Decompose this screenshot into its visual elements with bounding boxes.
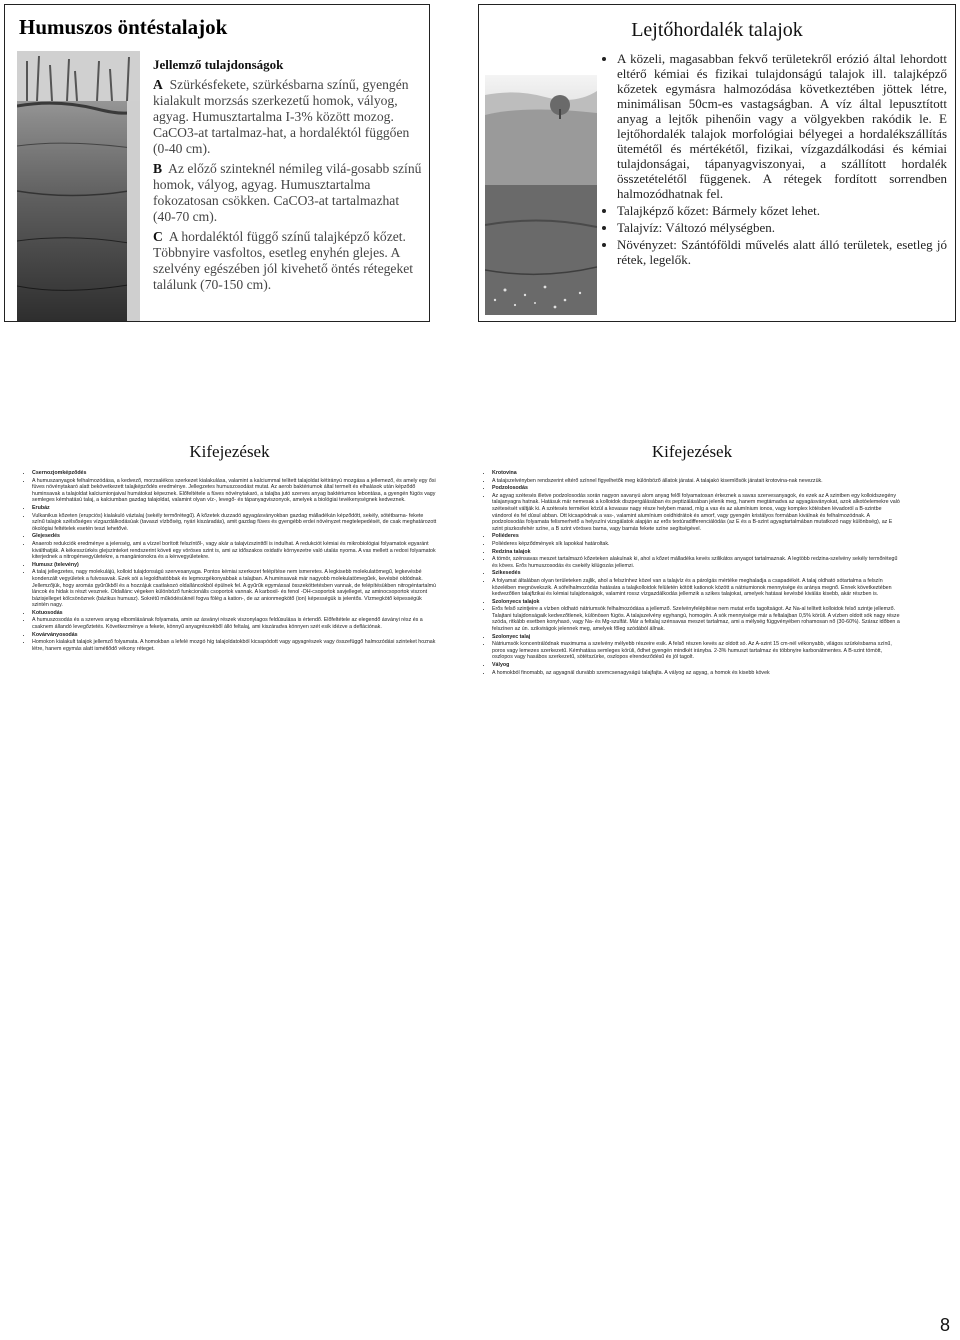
- bullet-item: • Talajvíz: Változó mélységben.: [617, 220, 947, 235]
- glossary-definition: • Vulkanikus kőzeten (erupciós) kialakuló váztalaj (sekély termőrétegű). A kőzetek duzzadó agyagásványokban gazdag málladékán képződött, sekély, sötétbarna- fekete színű talajok szélsőséges vízgazdálkodásúak (tavaszi vízbőség, nyári kiszáradás), amit gazdag füves és gyengébb erdei növényzet megtelepedését, de csak meghatározott ökológiai feltételek esetén teszi lehetővé.: [32, 513, 437, 533]
- horizon-label: C: [153, 229, 163, 244]
- glossary-term: • Podzolosodás: [492, 485, 902, 492]
- slide-lejtohordalek-talajok: [478, 4, 956, 322]
- glossary-definition: • Erős felső szintjeire a vízben oldható nátriumsók felhalmozódása a jellemző. Szelvényfelépítése nem mutat erős tagoltságot. Az Na-al telített kolloidok felső szintje jellemző. Talajtani tulajdonságaik kedvezőtlenek, különösen fügös. A talajszelvény egyhangú, homogén. A sók mennyisége már a feltalajban 0,5% körüli. A vízben oldott sók nagy része szóda, ritkább esetben konyhasó, vagy Na- és Mg-szulfát. Már a feltalaj szénsavas meszet tartalmaz, ami a mélység függvényében rohamosan nő (30-60%). Száraz időben a felszínen az ún. szikvirágok jelennek meg, amelyek főleg szódából állnak.: [492, 606, 902, 632]
- horizon-a: [153, 77, 423, 157]
- bullet-list: [605, 51, 947, 267]
- slide-kifejezesek-1: [22, 436, 437, 796]
- soil-profile-photo: [17, 51, 140, 321]
- glossary-definition: • A humuszanyagok felhalmozódása, a kedvező, morzsalékos szerkezet kialakulása, valamint a kalciummal telített talajoldat kétirányú mozgása a jellemező, és amely egy ősi füves növénytakaró alatt bekövetkezett talajképződés eredménye. Jellegzetes humuszosodást mutat. Az aerob baktériumok által termelt és elhalások után képződő huminsavak a talajoldat kalciumionjaival humátokat képeznek. Előfeltétele a füves növénytakaró, a talajba jutó szerves anyag baktériumos lebontása, a gyengén fügös vagy semleges kémhatású talaj, a kalciumban gazdag talajoldat, valamint olyan víz-, levegő- és tápanyagviszonyok, amelyek a biológiai tevékenységnek kedveznek.: [32, 478, 437, 504]
- glossary-term: • Redzina talajok: [492, 549, 902, 556]
- glossary-term: • Krotovina: [492, 470, 902, 477]
- horizon-c: [153, 229, 423, 293]
- slide-title: Lejtőhordalék talajok: [631, 19, 803, 41]
- glossary-definition: • Az agyag szétesés illetve podzolosodás során nagyon savanyú alom anyag felől folyamatosan érkeznek a savas szervesanyagok, és ezek az A szintben egy kolloidszegény talajanyagra hatnak. Hatásuk már nemesak a kolloidok diszpergálásában és peptizálásában jelenik meg, hanem megtámadva az agyagásványokat, azok alkotóelemekre való szétesését váltják ki. A szétesés termékei közül a kovasav nagy része helyben marad, míg a vas és az alumínium ionos, vagy komplex kötésben lévadoról a B-szintbe vándorol és fel dúsul abban. Ott kicsapódnak a vas-, valamint alumínium oxidhidrátok és amorf, vagy gyengén kristályos formában kiválnak és felhalmozódnak. A podzolosodás folyamata felismerhető a helyszíni vizsgálatok alapján az erős textúradifferenciálódás (az E és a B-szint agyagtartalmában mutatkozó nagy különbség), az E szint piszkosfehér színe, a B szint vöröses barna, vagy barnás fekete színe segítségével.: [492, 493, 902, 533]
- landscape-soil-photo: [485, 75, 597, 315]
- page-number: 8: [939, 1315, 950, 1335]
- horizon-label: B: [153, 161, 163, 176]
- glossary-definition: • Poliéderes képződmények sík lapokkal határoltak.: [492, 541, 902, 548]
- horizon-label: A: [153, 77, 163, 92]
- glossary-definition: • A tömör, szénsavas meszet tartalmazó kőzeteken alakulnak ki, ahol a kőzet málladéka kevés szilikátos anyagot tartalmaznak. A legtöbb redzina-szelvény sekély termőrétegű és köves. Erős humuszosodás és csekély kilúgozás jellemzi.: [492, 556, 902, 569]
- glossary-definition: • A talaj jellegzetes, nagy molekulájú, kolloid tulajdonságú szervesanyaga. Pontos kémiai szerkezet felépítése nem ismeretes. A legkisebb molekulatömegű, legkevésbé kondenzált vegyületek a fulvosavak. Ezek sói a legoldhatóbbak és legmozgékonyabbak a talajban. A huminsavak már nagyobb molekulatömegűek, kevésbé oldódnak. Jellemzőjük, hogy aromás gyűrűkből és a hozzájuk csatlakozó oldalláncokból épülnek fel. A gyűrűk egymással összeköttetésben vannak, de felépítésükben nitrogéntartalmú láncok és hidak is részt vesznek. Oldallánc végeken különböző funkcionális csoportok vannak. A karboxil- és fenol -OH-csoportok savjelleget, az aminocsoportok viszont bázisjelleget kölcsönöznek (bázikus humusz). Sokrétű működésüknél fogva fölég a kation-, de az anionmegkötő (ion) képességük is jelentős. Vízmegkötő képességük szintén nagy.: [32, 569, 437, 609]
- slide-humuszos-ontestalajok: [4, 4, 430, 322]
- horizon-text: Szürkésfekete, szürkésbarna színű, gyengén kialakult morzsás szerkezetű homok, vályog, agyag. Humusztartalma I-3% között mozog. CaCO3-at tartalmaz-hat, a hordaléktól függően (0-40 cm).: [153, 77, 410, 156]
- horizon-text: Az előző szinteknél némileg vilá-gosabb színű homok, vályog, agyag. Humusztartalma fokozatosan csökken. CaCO3-at tartalmazhat (40-70 cm).: [153, 161, 422, 224]
- glossary-term: • Poliéderes: [492, 533, 902, 540]
- slide-text: [605, 51, 947, 269]
- slide-text: [153, 57, 423, 297]
- glossary-term: • Kovárványosodás: [32, 632, 437, 639]
- glossary-term: • Kotuosodás: [32, 610, 437, 617]
- glossary-term: • Csernozjomképződés: [32, 470, 437, 477]
- glossary-definition: • A homokból finomabb, az agyagnál durvább szemcsenagyságú talajfajta. A vályog az agyag, a homok és kisebb kövek: [492, 670, 902, 677]
- glossary-definition: • A folyamat általában olyan területeken zajlik, ahol a felszínhez közel van a talajvíz és a párolgás mértéke meghaladja a csapadékét. A talaj oldható sótartalma a felszín közelében megnövekszik. A sófelhalmozódás hatására a talajkolloidok felületén kötött kationok között a nátriumionok mennyisége és aránya megnő. Ennek következtében kedvezőtlen talajfizikai és kémiai tulajdonságok, valamint rossz vízgazdálkodás jellemzik a szikes talajokat, amelyek hatásai kevésbé kiválás kisebb, akár részben is.: [492, 578, 902, 598]
- glossary-term: • Humusz (televény): [32, 562, 437, 569]
- slide-kifejezesek-2: [482, 436, 902, 766]
- glossary-term: • Vályog: [492, 662, 902, 669]
- slide-title: Kifejezések: [651, 442, 733, 461]
- glossary-text: [482, 470, 902, 677]
- horizon-text: A hordaléktól függő színű talajképző kőzet. Többnyire vasfoltos, esetleg enyhén glejes. A szelvény egészében jól kivehető öntés rétegeket találunk (70-150 cm).: [153, 229, 414, 292]
- glossary-text: [22, 470, 437, 653]
- bullet-item: • A közeli, magasabban fekvő területekről erózió által lehordott eltérő kémiai és fizikai tulajdonságú talajok ill. talajképző kőzetek egymásra halmozódása következtében jöttek létre, minimálisan 50cm-es vastagságban. A víz által lepusztított anyag a lejtők pihenőin vagy a völgyekben rakódik le. E lejtőhordalék talajok morfológiai bélyegei a hordalékszállítás ütemétől és mértékétől, fizikai, vízgazdálkodási és kémiai tulajdonságai, tápanyagviszonyai, a szállított hordalék összetételétől függenek. A rétegek fordított sorrendben halmozódhatnak fel.: [617, 51, 947, 201]
- glossary-list: [22, 470, 437, 652]
- glossary-term: • Szolonyec talaj: [492, 634, 902, 641]
- glossary-term: • Erubáz: [32, 505, 437, 512]
- glossary-term: • Szikesedés: [492, 570, 902, 577]
- glossary-definition: • Homokon kialakult talajok jellemző folyamata. A homokban a lefelé mozgó híg talajoldatokból kicsapódott vagy agyagrészek vagy összefüggő halmozódási szinteket hoznak létre, hanem egymás alatt ismétlődő vékony réteget.: [32, 639, 437, 652]
- glossary-definition: • Anaerob redukciók eredménye a jelenség, ami a vízzel borított felszíntől-, vagy akár a talajvízszinttől is indulhat. A redukciót kémiai és mikrobiológiai folyamatok egyaránt kiválthatják. A kékesszürkés glejszinteket rendszerint követi egy vöröses szint is, ami az időszakos oxidatív környezetre való utalás nyoma. A vas mellett a redoxi folyamatok kiterjednek a nitrogénvegyületekre, a mangánionokra és a kénvegyületekre.: [32, 541, 437, 561]
- bullet-item: • Talajképző kőzet: Bármely kőzet lehet.: [617, 203, 947, 218]
- glossary-term: • Glejesedés: [32, 533, 437, 540]
- glossary-definition: • A humuszosodás és a szerves anyag elbomlásának folyamata, amin az ásványi részek viszonylagos feldúsulása is értendő. Előfeltétele az elegendő ásványi rész és a csaknem állandó levegőztetés. Következménye a fekete, könnyű anyagrészekből álló feltalaj, ami kiszáradva könnyen szét esik idézve a deflációnak.: [32, 617, 437, 630]
- bullet-item: • Növényzet: Szántóföldi művelés alatt álló területek, esetleg jó rétek, legelők.: [617, 237, 947, 267]
- horizon-b: [153, 161, 423, 225]
- slide-title: Kifejezések: [189, 442, 270, 461]
- glossary-term: • Szolonyecs talajok: [492, 599, 902, 606]
- glossary-list: [482, 470, 902, 676]
- glossary-definition: • Nátriumsók koncentrálódnak maximuma a szelvény mélyebb részeire esik. A felső részen kevés az oldott só. Az A-szint 15 cm-nél vékonyabb, világos szürkésbarna színű, poros vagy lemezes szerkezetű. Kémhatása semleges körüli, ődhet gyengén mindkét irányba. 2-3% humuszt tartalmaz és többnyire karbonátmentes. A B-szint tömött, oszlopos vagy hasábos szerkezetű, sötétszürke, oszlopos elrendeződésű és jól tagolt.: [492, 641, 902, 661]
- slide-title: Humuszos öntéstalajok: [19, 15, 228, 39]
- subtitle: Jellemző tulajdonságok: [153, 57, 284, 72]
- glossary-definition: • A talajszelvényben rendszerint eltérő színnel figyelhetők meg különböző állatok járatai. A talajakó kisemlősök járatait krotovina-nak nevezzük.: [492, 478, 902, 485]
